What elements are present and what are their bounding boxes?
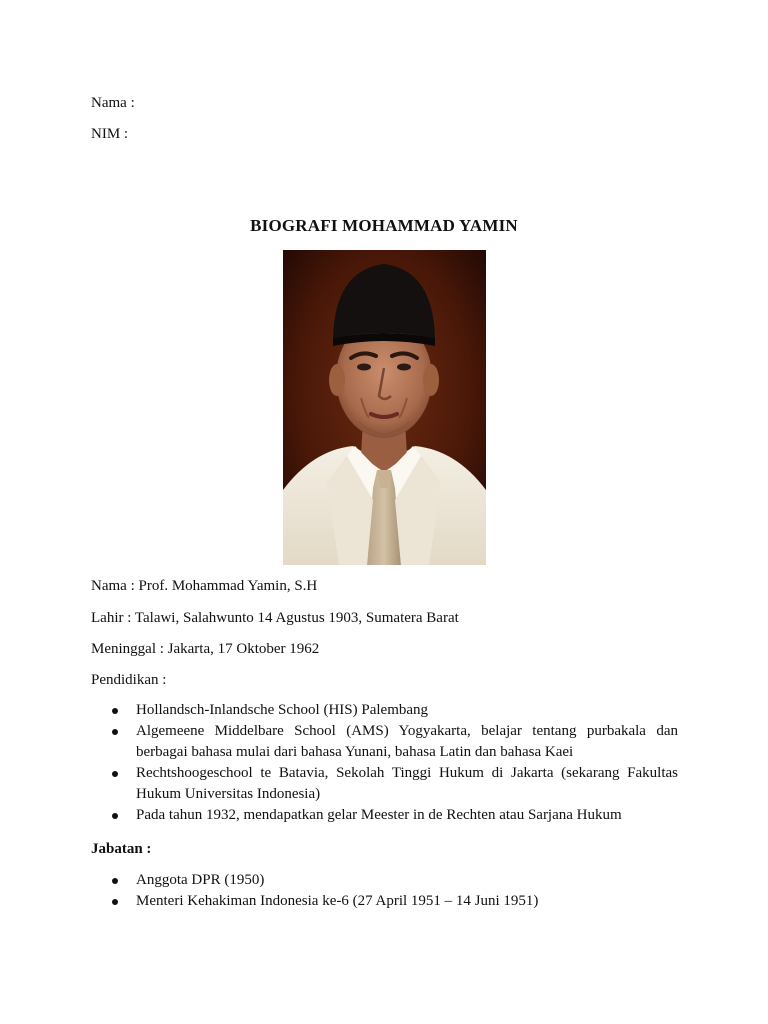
list-item-text: Hollandsch-Inlandsche School (HIS) Palembang: [136, 702, 429, 718]
bullet-icon: [112, 813, 118, 819]
bullet-icon: [112, 771, 118, 777]
list-item: [91, 721, 678, 763]
pendidikan-label: Pendidikan :: [91, 672, 167, 688]
document-title: BIOGRAFI MOHAMMAD YAMIN: [250, 216, 518, 235]
bullet-icon: [112, 878, 118, 884]
bio-nama: Nama : Prof. Mohammad Yamin, S.H: [91, 578, 318, 594]
list-item: [91, 891, 678, 912]
list-item-text: Menteri Kehakiman Indonesia ke-6 (27 April 1951 – 14 Juni 1951): [136, 893, 539, 909]
list-item-text: Pada tahun 1932, mendapatkan gelar Meester in de Rechten atau Sarjana Hukum: [136, 807, 622, 823]
nama-field-label: Nama :: [91, 95, 135, 111]
bullet-icon: [112, 899, 118, 905]
nim-field-label: NIM :: [91, 126, 129, 142]
portrait-photo: [283, 250, 486, 565]
bullet-icon: [112, 708, 118, 714]
list-item-text: Algemeene Middelbare School (AMS) Yogyakarta, belajar tentang purbakala dan berbagai bahasa mulai dari bahasa Yunani, bahasa Latin dan bahasa Kaei: [136, 723, 678, 760]
jabatan-label: Jabatan :: [91, 841, 152, 857]
bio-meninggal: Meninggal : Jakarta, 17 Oktober 1962: [91, 641, 320, 657]
pendidikan-list: [91, 700, 678, 826]
list-item: [91, 700, 678, 721]
list-item: [91, 763, 678, 805]
list-item: [91, 805, 678, 826]
list-item-text: Rechtshoogeschool te Batavia, Sekolah Tinggi Hukum di Jakarta (sekarang Fakultas Hukum Universitas Indonesia): [136, 765, 678, 802]
list-item-text: Anggota DPR (1950): [136, 872, 265, 888]
list-item: [91, 870, 678, 891]
bullet-icon: [112, 729, 118, 735]
jabatan-list: [91, 870, 678, 912]
bio-lahir: Lahir : Talawi, Salahwunto 14 Agustus 1903, Sumatera Barat: [91, 610, 459, 626]
